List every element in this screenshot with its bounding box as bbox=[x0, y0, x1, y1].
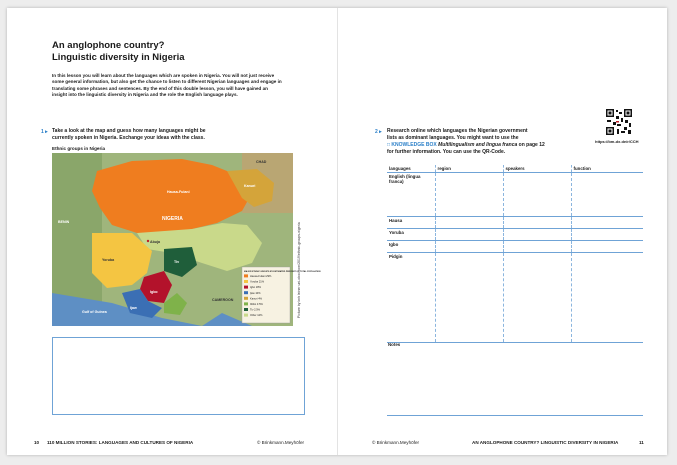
row-language: Pidgin bbox=[387, 253, 435, 343]
legend-item: Yoruba 21% bbox=[250, 280, 265, 284]
cell-region[interactable] bbox=[435, 229, 503, 241]
cell-region[interactable] bbox=[435, 173, 503, 217]
abuja-marker bbox=[147, 240, 149, 242]
legend-swatch bbox=[244, 274, 248, 277]
cell-speakers[interactable] bbox=[503, 217, 571, 229]
header-languages: languages bbox=[387, 165, 435, 173]
footer-title-right: AN ANGLOPHONE COUNTRY? LINGUISTIC DIVERSITY IN NIGERIA bbox=[472, 440, 619, 445]
cell-speakers[interactable] bbox=[503, 229, 571, 241]
legend-item: Ijaw 10% bbox=[250, 291, 261, 295]
footer-copyright-left: © Brinkmann.Meyhöfer bbox=[257, 440, 305, 445]
map-label-benin: BENIN bbox=[58, 220, 70, 224]
page-gutter bbox=[337, 8, 338, 455]
legend-swatch bbox=[244, 308, 248, 311]
legend-item: Tiv 2.5% bbox=[250, 308, 260, 312]
task2-text bbox=[387, 128, 597, 156]
task1-line2: currently spoken in Nigeria. Exchange your ideas with the class. bbox=[52, 135, 205, 141]
table-row bbox=[387, 253, 643, 343]
cell-function[interactable] bbox=[571, 173, 643, 217]
cell-region[interactable] bbox=[435, 217, 503, 229]
legend-title: MAJOR ETHNIC GROUPS BY ESTIMATED PERCENT OF TOTAL POPULATION bbox=[244, 271, 321, 273]
lesson-title bbox=[52, 40, 312, 64]
task1-number: 1 ▸ bbox=[41, 129, 48, 135]
languages-table bbox=[387, 165, 643, 343]
knowledge-box-page: on page 12 bbox=[517, 142, 545, 148]
task2-line4: for further information. You can use the QR-Code. bbox=[387, 149, 506, 155]
task2-line3 bbox=[387, 142, 597, 149]
footer-page-number-right: 11 bbox=[639, 440, 644, 445]
map-label-gulf: Gulf of Guinea bbox=[82, 310, 107, 314]
legend-swatch bbox=[244, 280, 248, 283]
task1-answer-box[interactable] bbox=[52, 337, 305, 415]
map-label-nigeria: NIGERIA bbox=[162, 216, 183, 222]
qr-url[interactable]: https://bm-dx.de/r/CCH bbox=[595, 139, 639, 144]
knowledge-box-label[interactable]: KNOWLEDGE BOX bbox=[391, 142, 437, 148]
task2-line1: Research online which languages the Nigerian government bbox=[387, 128, 528, 134]
header-function: function bbox=[571, 165, 643, 173]
footer-title-left: 110 MILLION STORIES: LANGUAGES AND CULTURES OF NIGERIA bbox=[47, 440, 194, 445]
map-legend bbox=[242, 267, 321, 323]
map-label-ijaw: Ijaw bbox=[130, 306, 137, 310]
cell-speakers[interactable] bbox=[503, 253, 571, 343]
cell-function[interactable] bbox=[571, 253, 643, 343]
cell-region[interactable] bbox=[435, 253, 503, 343]
row-language: Yoruba bbox=[387, 229, 435, 241]
lesson-title-line1: An anglophone country? bbox=[52, 40, 165, 51]
book-spread bbox=[7, 8, 667, 455]
cell-region[interactable] bbox=[435, 241, 503, 253]
table-row bbox=[387, 229, 643, 241]
task2-number: 2 ▸ bbox=[375, 129, 382, 135]
map-caption: Ethnic groups in Nigeria bbox=[52, 146, 106, 151]
legend-item: Kanuri 4% bbox=[250, 297, 262, 301]
task1-text bbox=[52, 128, 302, 142]
legend-item: Hausa-Fulani 29% bbox=[250, 275, 272, 278]
cell-function[interactable] bbox=[571, 241, 643, 253]
legend-item: Other 12% bbox=[250, 314, 263, 318]
map-label-yoruba: Yoruba bbox=[102, 258, 115, 262]
table-header-row bbox=[387, 165, 643, 173]
legend-swatch bbox=[244, 314, 248, 317]
table-row bbox=[387, 217, 643, 229]
cell-function[interactable] bbox=[571, 217, 643, 229]
header-speakers: speakers bbox=[503, 165, 571, 173]
header-region: region bbox=[435, 165, 503, 173]
cell-speakers[interactable] bbox=[503, 241, 571, 253]
cell-function[interactable] bbox=[571, 229, 643, 241]
legend-item: Igbo 18% bbox=[250, 286, 261, 290]
map-label-cameroon: CAMEROON bbox=[212, 298, 234, 302]
row-language: English (lingua franca) bbox=[387, 173, 435, 217]
footer-copyright-right: © Brinkmann.Meyhöfer bbox=[372, 440, 420, 445]
map-label-chad: CHAD bbox=[256, 160, 267, 164]
knowledge-box-icon: □ bbox=[387, 142, 392, 148]
table-row bbox=[387, 241, 643, 253]
map-label-igbo: Igbo bbox=[150, 290, 158, 294]
legend-item: Ibibio 3.5% bbox=[250, 303, 263, 306]
knowledge-box-topic: Multilingualism and lingua franca bbox=[438, 142, 518, 148]
lesson-title-line2: Linguistic diversity in Nigeria bbox=[52, 52, 185, 63]
task1-line1: Take a look at the map and guess how many languages might be bbox=[52, 128, 206, 134]
legend-swatch bbox=[244, 297, 248, 300]
legend-swatch bbox=[244, 291, 248, 294]
footer-page-number-left: 10 bbox=[34, 440, 40, 445]
table-row bbox=[387, 173, 643, 217]
qr-code-icon[interactable] bbox=[605, 108, 633, 136]
map-credit: Picture by kvh leiner uni-obwi.com/2019/ethnic-groups-nigeria bbox=[297, 222, 301, 318]
intro-paragraph: In this lesson you will learn about the languages which are spoken in Nigeria. You will not just receive some general information, but also get the chance to listen to different Nigerian languages and engage in translating some phrases and sentences. By the end of this double lesson, you will have gained an insight into the linguistic diversity in Nigeria and the role the English language plays. bbox=[52, 73, 282, 98]
task2-line2: lists as dominant languages. You might want to use the bbox=[387, 135, 519, 141]
map-label-kanuri: Kanuri bbox=[244, 184, 256, 188]
row-language: Igbo bbox=[387, 241, 435, 253]
map-label-tiv: Tiv bbox=[174, 260, 180, 264]
row-language: Hausa bbox=[387, 217, 435, 229]
legend-swatch bbox=[244, 302, 248, 305]
map-label-abuja: Abuja bbox=[150, 240, 160, 244]
notes-label: Notes bbox=[388, 342, 401, 347]
notes-area[interactable] bbox=[387, 415, 643, 416]
cell-speakers[interactable] bbox=[503, 173, 571, 217]
map-label-hausa-fulani: Hausa-Fulani bbox=[167, 190, 190, 194]
legend-swatch bbox=[244, 286, 248, 289]
